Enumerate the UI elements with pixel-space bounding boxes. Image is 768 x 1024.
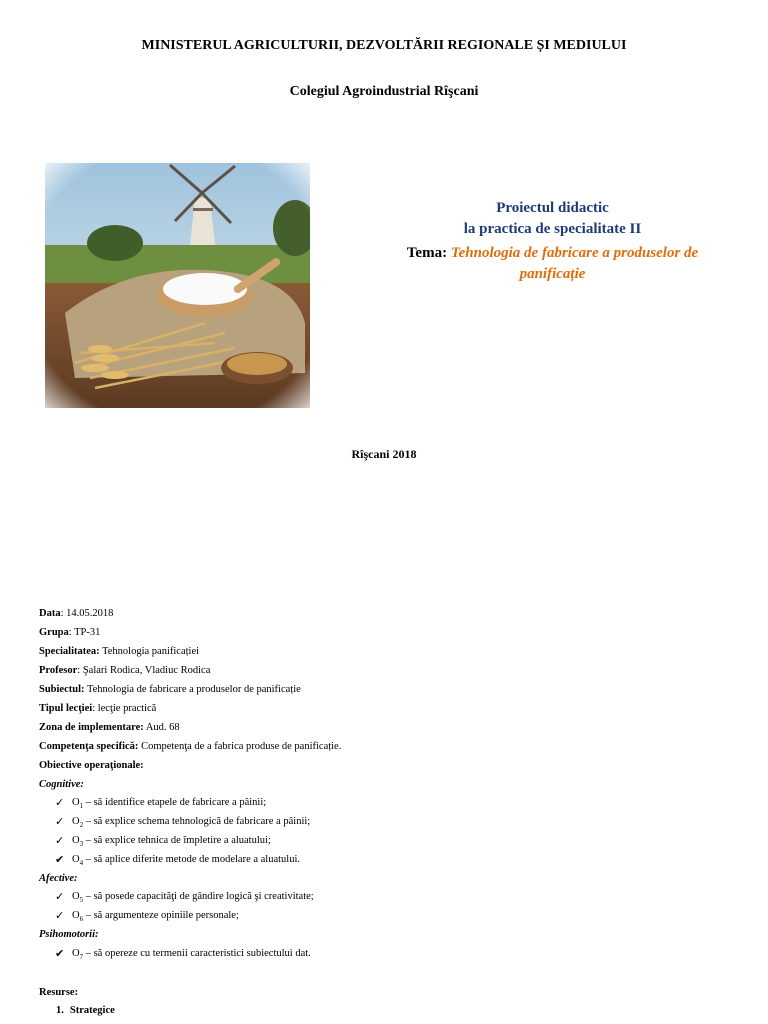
resources-heading: Resurse: xyxy=(39,987,79,998)
project-title: Proiectul didactic xyxy=(496,200,609,216)
detail-subject: Subiectul: Tehnologia de fabricare a produselor de panificație xyxy=(39,684,301,695)
detail-lesson-type: Tipul lecţiei: lecţie practică xyxy=(39,703,157,714)
objective-o1: $O_1$ – să identifice etapele de fabricare a pâinii; xyxy=(72,797,267,811)
psychomotor-heading: Psihomotorii: xyxy=(39,929,99,940)
detail-teacher: Profesor: Şalari Rodica, Vladiuc Rodica xyxy=(39,665,211,676)
check-icon: ✓ xyxy=(55,797,65,809)
cognitive-heading: Cognitive: xyxy=(39,779,84,790)
theme-topic-line1: Tehnologia de fabricare a produselor de xyxy=(450,245,699,261)
detail-group: Grupa: TP-31 xyxy=(39,627,101,638)
objectives-heading: Obiective operaţionale: xyxy=(39,760,144,771)
theme-label: Tema: xyxy=(406,245,448,261)
check-icon: ✓ xyxy=(55,891,65,903)
project-subtitle: la practica de specialitate II xyxy=(463,221,642,237)
detail-specialty: Specialitatea: Tehnologia panificației xyxy=(39,646,200,657)
project-theme xyxy=(340,243,765,285)
objective-o6: $O_6$ – să argumenteze opiniile personale; xyxy=(72,910,239,924)
check-icon: ✓ xyxy=(55,910,65,922)
objective-o7: $O_7$ – să opereze cu termenii caracteristici subiectului dat. xyxy=(72,948,311,962)
college-name: Colegiul Agroindustrial Rîşcani xyxy=(289,84,479,99)
check-bold-icon: ✔ xyxy=(55,948,65,960)
objective-o2: $O_2$ – să explice schema tehnologică de fabricare a pâinii; xyxy=(72,816,311,830)
check-icon: ✓ xyxy=(55,835,65,847)
ministry-title: MINISTERUL AGRICULTURII, DEZVOLTĂRII REGIONALE ȘI MEDIULUI xyxy=(141,38,627,53)
objective-o5: $O_5$ – să posede capacităţi de gândire logică şi creativitate; xyxy=(72,891,314,905)
cover-photo xyxy=(45,163,310,408)
resource-item-1: 1. Strategice xyxy=(56,1005,115,1016)
detail-competence: Competenţa specifică: Competenţa de a fabrica produse de panificație. xyxy=(39,741,342,752)
theme-topic-line2: panificație xyxy=(519,266,586,282)
detail-date: Data: 14.05.2018 xyxy=(39,608,114,619)
affective-heading: Afective: xyxy=(39,873,78,884)
place-year: Rîşcani 2018 xyxy=(351,447,417,461)
check-bold-icon: ✔ xyxy=(55,854,65,866)
objective-o3: $O_3$ – să explice tehnica de împletire a aluatului; xyxy=(72,835,271,849)
detail-zone: Zona de implementare: Aud. 68 xyxy=(39,722,180,733)
objective-o4: $O_4$ – să aplice diferite metode de modelare a aluatului. xyxy=(72,854,300,868)
check-icon: ✓ xyxy=(55,816,65,828)
